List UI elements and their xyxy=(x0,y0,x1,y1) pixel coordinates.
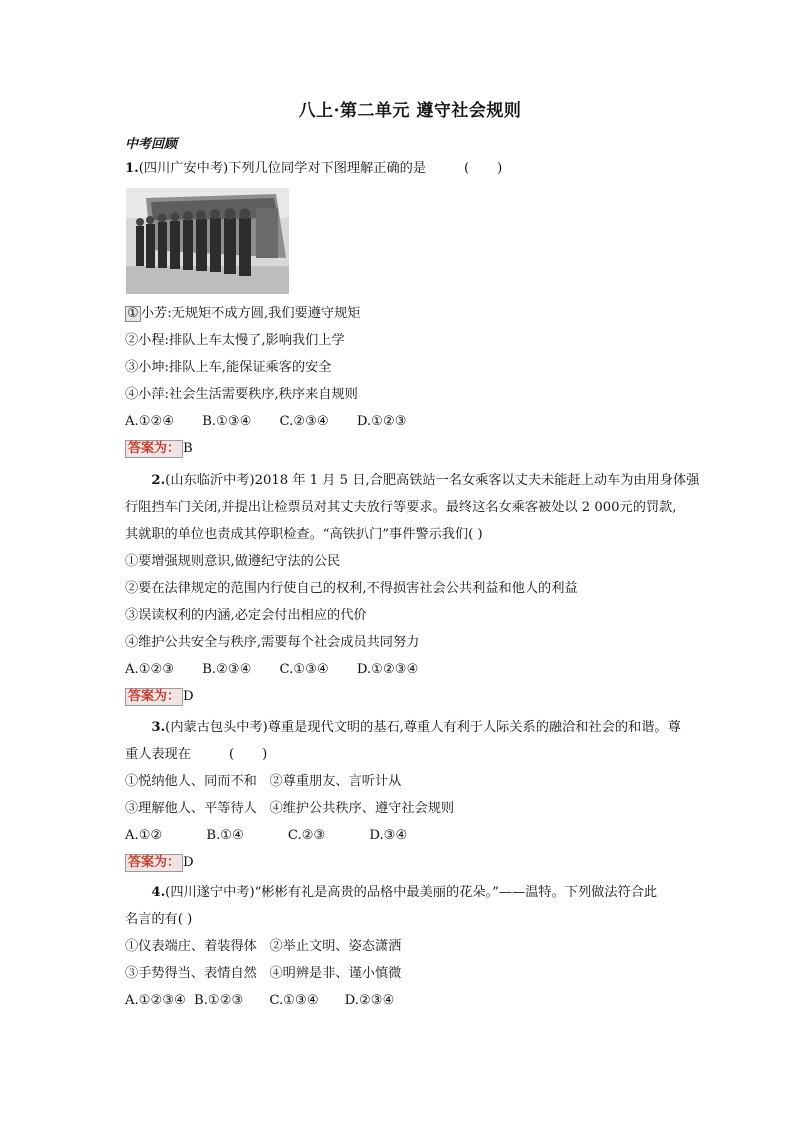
q4-stem-line-2: 名言的有( ) xyxy=(125,912,193,927)
q2-number: 2. xyxy=(151,473,166,488)
option-marker: ① xyxy=(127,306,139,321)
q1-option-2: ②小程:排队上车太慢了,影响我们上学 xyxy=(125,333,345,348)
q4-choice-c[interactable]: C.①③④ xyxy=(269,993,319,1008)
question-4 xyxy=(125,879,673,1014)
q1-choice-a[interactable]: A.①②④ xyxy=(125,414,175,429)
answer-label: 答案为： xyxy=(125,854,183,872)
q2-choice-a[interactable]: A.①②③ xyxy=(125,662,175,677)
q3-choices xyxy=(125,822,673,849)
q4-choice-b[interactable]: B.①②③ xyxy=(194,993,244,1008)
q4-option-row-2: ③手势得当、表情自然 ④明辨是非、谨小慎微 xyxy=(125,966,402,981)
q4-number: 4. xyxy=(151,885,166,900)
q3-option-row-1: ①悦纳他人、同而不和 ②尊重朋友、言听计从 xyxy=(125,774,402,789)
bus-queue-photo xyxy=(126,188,289,294)
q4-stem-line-1: (四川遂宁中考)“彬彬有礼是高贵的品格中最美丽的花朵。”——温特。下列做法符合此 xyxy=(165,885,658,900)
answer-label: 答案为： xyxy=(125,440,183,458)
question-1 xyxy=(125,155,673,182)
q4-option-row-1: ①仪表端庄、着装得体 ②举止文明、姿态潇洒 xyxy=(125,939,402,954)
q2-choice-d[interactable]: D.①②③④ xyxy=(356,662,419,677)
q2-option-2: ②要在法律规定的范围内行使自己的权利,不得损害社会公共利益和他人的利益 xyxy=(125,581,578,596)
q2-option-3: ③误读权利的内涵,必定会付出相应的代价 xyxy=(125,608,367,623)
page-title: 八上·第二单元 遵守社会规则 xyxy=(298,101,522,121)
q3-answer-value: D xyxy=(183,855,194,870)
q3-stem-line-1: (内蒙古包头中考)尊重是现代文明的基石,尊重人有利于人际关系的融洽和社会的和谐。尊 xyxy=(165,720,681,735)
question-1-body xyxy=(125,300,673,462)
q3-choice-d[interactable]: D.③④ xyxy=(369,828,408,843)
answer-label: 答案为： xyxy=(125,688,183,706)
q2-stem-line-1: (山东临沂中考)2018 年 1 月 5 日,合肥高铁站一名女乘客以丈夫未能赶上动车为由用身体强 xyxy=(165,473,700,488)
q2-option-4: ④维护公共安全与秩序,需要每个社会成员共同努力 xyxy=(125,635,420,650)
q1-answer-value: B xyxy=(183,441,193,456)
q1-option-3: ③小坤:排队上车,能保证乘客的安全 xyxy=(125,360,332,375)
q4-choices xyxy=(125,987,673,1014)
q4-choice-a[interactable]: A.①②③④ xyxy=(125,993,187,1008)
q2-stem-line-3: 其就职的单位也责成其停职检查。“高铁扒门”事件警示我们( ) xyxy=(125,527,483,542)
q1-choice-b[interactable]: B.①③④ xyxy=(202,414,252,429)
q3-answer xyxy=(125,849,673,876)
q2-choices xyxy=(125,656,673,683)
q3-choice-b[interactable]: B.①④ xyxy=(206,828,244,843)
q1-choices xyxy=(125,408,673,435)
q3-option-row-2: ③理解他人、平等待人 ④维护公共秩序、遵守社会规则 xyxy=(125,801,455,816)
q3-choice-a[interactable]: A.①② xyxy=(125,828,163,843)
q1-choice-d[interactable]: D.①②③ xyxy=(356,414,407,429)
q2-choice-b[interactable]: B.②③④ xyxy=(202,662,252,677)
q2-choice-c[interactable]: C.①③④ xyxy=(279,662,329,677)
photo-illustration xyxy=(126,188,289,294)
q1-option-4: ④小萍:社会生活需要秩序,秩序来自规则 xyxy=(125,387,358,402)
q3-choice-c[interactable]: C.②③ xyxy=(287,828,326,843)
q2-answer xyxy=(125,683,673,710)
q4-choice-d[interactable]: D.②③④ xyxy=(344,993,395,1008)
q1-answer xyxy=(125,435,673,462)
q3-number: 3. xyxy=(151,720,166,735)
q3-stem-line-2: 重人表现在 xyxy=(125,747,191,762)
question-1-stem: 1.(四川广安中考)下列几位同学对下图理解正确的是 ( ) xyxy=(125,161,503,176)
q1-option-1-text: 小芳:无规矩不成方圆,我们要遵守规矩 xyxy=(140,306,361,321)
question-2 xyxy=(125,467,700,710)
question-3: 3.(内蒙古包头中考)尊重是现代文明的基石,尊重人有利于人际关系的融洽和社会的和谐。尊 重人表现在 ( ) ①悦纳他人、同而不和 ②尊重朋友、言听计从 ③理解他人、平等待人 ④维护公共秩序、遵守社会规则 A.①② B.①④ C.②③ D.③④ 答案为： D xyxy=(125,714,673,876)
q1-choice-c[interactable]: C.②③④ xyxy=(279,414,329,429)
q2-stem-line-2: 行阻挡车门关闭,并提出让检票员对其丈夫放行等要求。最终这名女乘客被处以 2 000元的罚款, xyxy=(125,500,677,515)
q2-option-1: ①要增强规则意识,做遵纪守法的公民 xyxy=(125,554,341,569)
q2-answer-value: D xyxy=(183,689,194,704)
section-heading: 中考回顾 xyxy=(125,137,178,152)
